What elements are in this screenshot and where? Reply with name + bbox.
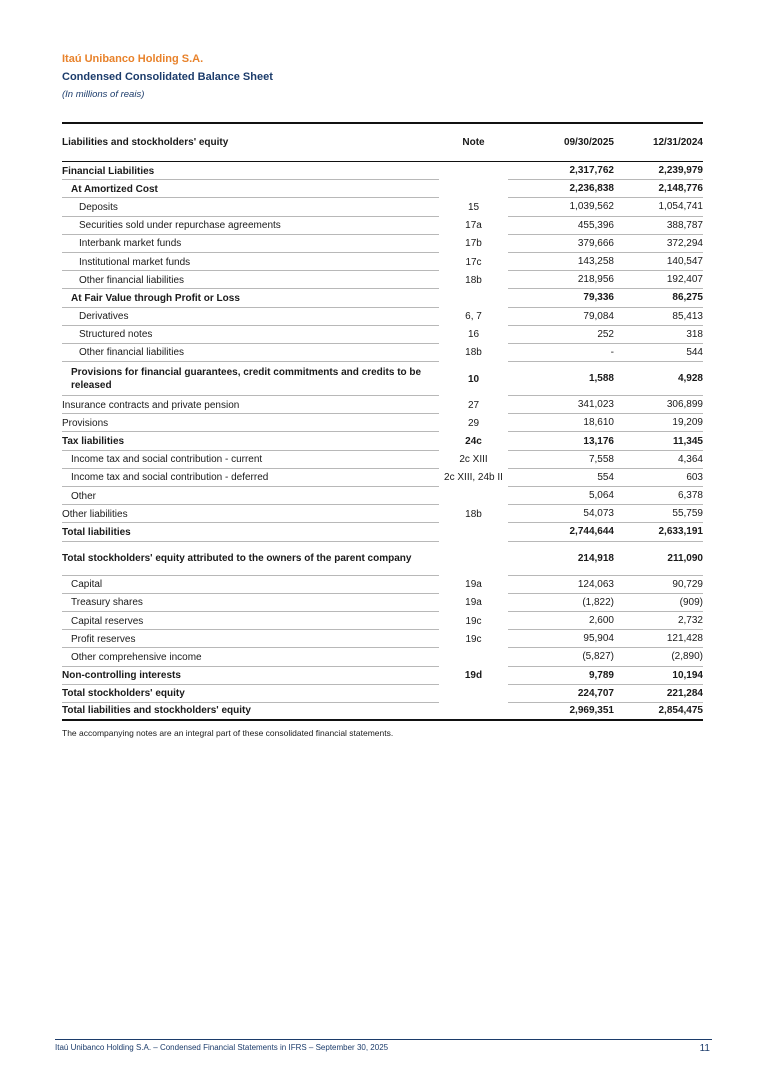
row-label: Other financial liabilities <box>79 274 185 286</box>
row-value-2024: 2,854,475 <box>658 705 703 717</box>
table-row <box>62 180 703 198</box>
col-header-2025: 09/30/2025 <box>563 137 614 148</box>
row-label: At Fair Value through Profit or Loss <box>71 292 240 304</box>
table-row <box>62 308 703 326</box>
row-value-2024: 2,148,776 <box>614 180 703 198</box>
row-note: 24c <box>465 436 482 448</box>
row-label: Insurance contracts and private pension <box>62 399 240 411</box>
table-row <box>62 326 703 344</box>
row-note: 29 <box>467 417 480 429</box>
row-value-2024: 4,364 <box>614 451 703 469</box>
col-header-note: Note <box>462 137 485 148</box>
table-row <box>62 487 703 505</box>
row-value-2025: 5,064 <box>508 487 614 505</box>
row-value-2024: 6,378 <box>614 487 703 505</box>
row-note <box>439 162 508 180</box>
balance-sheet-table <box>62 122 703 721</box>
row-value-2025: 9,789 <box>508 667 614 685</box>
row-label: Income tax and social contribution - deferred <box>71 472 269 484</box>
row-value-2024: 11,345 <box>614 432 703 450</box>
company-name: Itaú Unibanco Holding S.A. <box>62 53 204 65</box>
row-label: Other liabilities <box>62 508 128 520</box>
table-row <box>62 612 703 630</box>
row-note <box>439 289 508 307</box>
row-label: Provisions <box>62 417 109 429</box>
row-value-2024: 4,928 <box>614 362 703 396</box>
row-note: 19c <box>465 615 482 627</box>
row-value-2024: 2,239,979 <box>614 162 703 180</box>
row-label: Capital reserves <box>71 615 144 627</box>
row-label: Total stockholders' equity <box>62 688 185 700</box>
table-row <box>62 703 703 721</box>
row-value-2025: 95,904 <box>508 630 614 648</box>
row-value-2025: - <box>508 344 614 362</box>
row-note <box>439 703 508 719</box>
row-note: 2c XIII, 24b II <box>444 472 503 484</box>
row-label: Non-controlling interests <box>62 670 181 682</box>
row-label: Capital <box>71 579 103 591</box>
row-note <box>439 487 508 505</box>
row-value-2024: 90,729 <box>614 576 703 594</box>
row-note: 15 <box>467 201 480 213</box>
row-value-2024: 2,633,191 <box>614 523 703 541</box>
row-value-2025: 18,610 <box>508 414 614 432</box>
row-note: 27 <box>467 399 480 411</box>
table-row <box>62 542 703 576</box>
row-value-2025: 143,258 <box>508 253 614 271</box>
row-value-2025: 1,039,562 <box>508 198 614 216</box>
row-value-2024: 10,194 <box>614 667 703 685</box>
row-label: Treasury shares <box>71 597 143 609</box>
row-label: Total liabilities <box>62 526 131 538</box>
row-label: Derivatives <box>79 311 129 323</box>
table-row <box>62 667 703 685</box>
row-value-2024: 372,294 <box>614 235 703 253</box>
row-note: 19d <box>464 670 483 682</box>
row-value-2024: 544 <box>614 344 703 362</box>
table-row <box>62 648 703 666</box>
row-value-2024: 55,759 <box>614 505 703 523</box>
table-row <box>62 162 703 180</box>
row-value-2024: 86,275 <box>614 289 703 307</box>
row-note <box>439 523 508 541</box>
row-note: 6, 7 <box>465 311 482 323</box>
row-value-2024: 388,787 <box>614 217 703 235</box>
row-value-2024: (909) <box>614 594 703 612</box>
col-header-label: Liabilities and stockholders' equity <box>62 137 229 148</box>
row-label: Interbank market funds <box>79 238 182 250</box>
footer-text: Itaú Unibanco Holding S.A. – Condensed Financial Statements in IFRS – September 30, 2025 <box>55 1043 389 1052</box>
row-value-2025: 79,336 <box>508 289 614 307</box>
row-value-2025: 7,558 <box>508 451 614 469</box>
row-value-2025: 54,073 <box>508 505 614 523</box>
row-value-2025: 2,236,838 <box>508 180 614 198</box>
table-row <box>62 432 703 450</box>
table-row <box>62 198 703 216</box>
row-label: Other comprehensive income <box>71 651 202 663</box>
row-value-2024: 211,090 <box>614 542 703 576</box>
table-row <box>62 235 703 253</box>
row-value-2025: 379,666 <box>508 235 614 253</box>
row-label: Deposits <box>79 201 118 213</box>
row-value-2025: 214,918 <box>508 542 614 576</box>
row-note: 17b <box>465 238 482 250</box>
row-label: Total liabilities and stockholders' equity <box>62 705 251 717</box>
row-note <box>439 685 508 703</box>
row-value-2025: 2,969,351 <box>569 705 614 717</box>
table-row <box>62 685 703 703</box>
row-value-2024: 121,428 <box>614 630 703 648</box>
row-value-2025: 2,317,762 <box>508 162 614 180</box>
row-value-2025: 79,084 <box>508 308 614 326</box>
row-note: 16 <box>467 329 480 341</box>
row-value-2025: 124,063 <box>508 576 614 594</box>
table-body <box>62 162 703 721</box>
row-note: 19a <box>465 579 482 591</box>
row-note: 19c <box>465 633 482 645</box>
row-label: Income tax and social contribution - current <box>71 454 263 466</box>
row-value-2024: (2,890) <box>614 648 703 666</box>
row-note: 10 <box>467 373 480 385</box>
row-label: Other <box>71 490 97 502</box>
row-value-2024: 19,209 <box>614 414 703 432</box>
row-value-2025: 224,707 <box>508 685 614 703</box>
table-row <box>62 344 703 362</box>
row-value-2025: 2,600 <box>508 612 614 630</box>
row-label: Securities sold under repurchase agreements <box>79 220 281 232</box>
table-header <box>62 122 703 162</box>
row-note: 2c XIII <box>459 454 488 466</box>
table-row <box>62 469 703 487</box>
row-label: Provisions for financial guarantees, credit commitments and credits to be released <box>71 367 422 392</box>
row-value-2025: 554 <box>508 469 614 487</box>
row-value-2025: 341,023 <box>508 396 614 414</box>
table-row <box>62 217 703 235</box>
footnote: The accompanying notes are an integral part of these consolidated financial statements. <box>62 728 394 738</box>
row-value-2024: 603 <box>614 469 703 487</box>
row-value-2025: 455,396 <box>508 217 614 235</box>
table-row <box>62 451 703 469</box>
row-note: 18b <box>465 274 482 286</box>
row-value-2025: (5,827) <box>508 648 614 666</box>
row-note <box>439 180 508 198</box>
row-note: 17a <box>465 220 482 232</box>
row-note <box>439 542 508 576</box>
row-note: 18b <box>465 508 482 520</box>
row-note: 18b <box>465 347 482 359</box>
row-label: Institutional market funds <box>79 256 191 268</box>
row-value-2024: 306,899 <box>614 396 703 414</box>
table-row <box>62 505 703 523</box>
table-row <box>62 253 703 271</box>
row-value-2025: (1,822) <box>508 594 614 612</box>
row-value-2025: 218,956 <box>508 271 614 289</box>
row-value-2024: 2,732 <box>614 612 703 630</box>
row-value-2024: 140,547 <box>614 253 703 271</box>
statement-subtitle: (In millions of reais) <box>62 89 145 100</box>
row-label: Total stockholders' equity attributed to the owners of the parent company <box>62 553 412 565</box>
table-row <box>62 630 703 648</box>
table-row <box>62 362 703 396</box>
table-row <box>62 576 703 594</box>
row-label: Tax liabilities <box>62 436 125 448</box>
row-note: 17c <box>465 256 482 268</box>
row-value-2025: 13,176 <box>508 432 614 450</box>
table-row <box>62 523 703 541</box>
row-label: Profit reserves <box>71 633 136 645</box>
table-row <box>62 271 703 289</box>
row-value-2025: 2,744,644 <box>508 523 614 541</box>
table-row <box>62 414 703 432</box>
col-header-2024: 12/31/2024 <box>652 137 703 148</box>
row-value-2024: 85,413 <box>614 308 703 326</box>
row-label: Structured notes <box>79 329 153 341</box>
row-value-2024: 1,054,741 <box>614 198 703 216</box>
page-number: 11 <box>699 1043 710 1054</box>
footer-divider <box>55 1039 712 1040</box>
row-value-2024: 221,284 <box>614 685 703 703</box>
row-label: At Amortized Cost <box>71 183 158 195</box>
statement-title: Condensed Consolidated Balance Sheet <box>62 71 273 83</box>
row-label: Other financial liabilities <box>79 347 185 359</box>
table-row <box>62 396 703 414</box>
row-label: Financial Liabilities <box>62 165 155 177</box>
table-row <box>62 289 703 307</box>
row-value-2024: 192,407 <box>614 271 703 289</box>
row-value-2025: 252 <box>508 326 614 344</box>
row-value-2025: 1,588 <box>508 362 614 396</box>
row-value-2024: 318 <box>614 326 703 344</box>
row-note <box>439 648 508 666</box>
table-row <box>62 594 703 612</box>
row-note: 19a <box>465 597 482 609</box>
